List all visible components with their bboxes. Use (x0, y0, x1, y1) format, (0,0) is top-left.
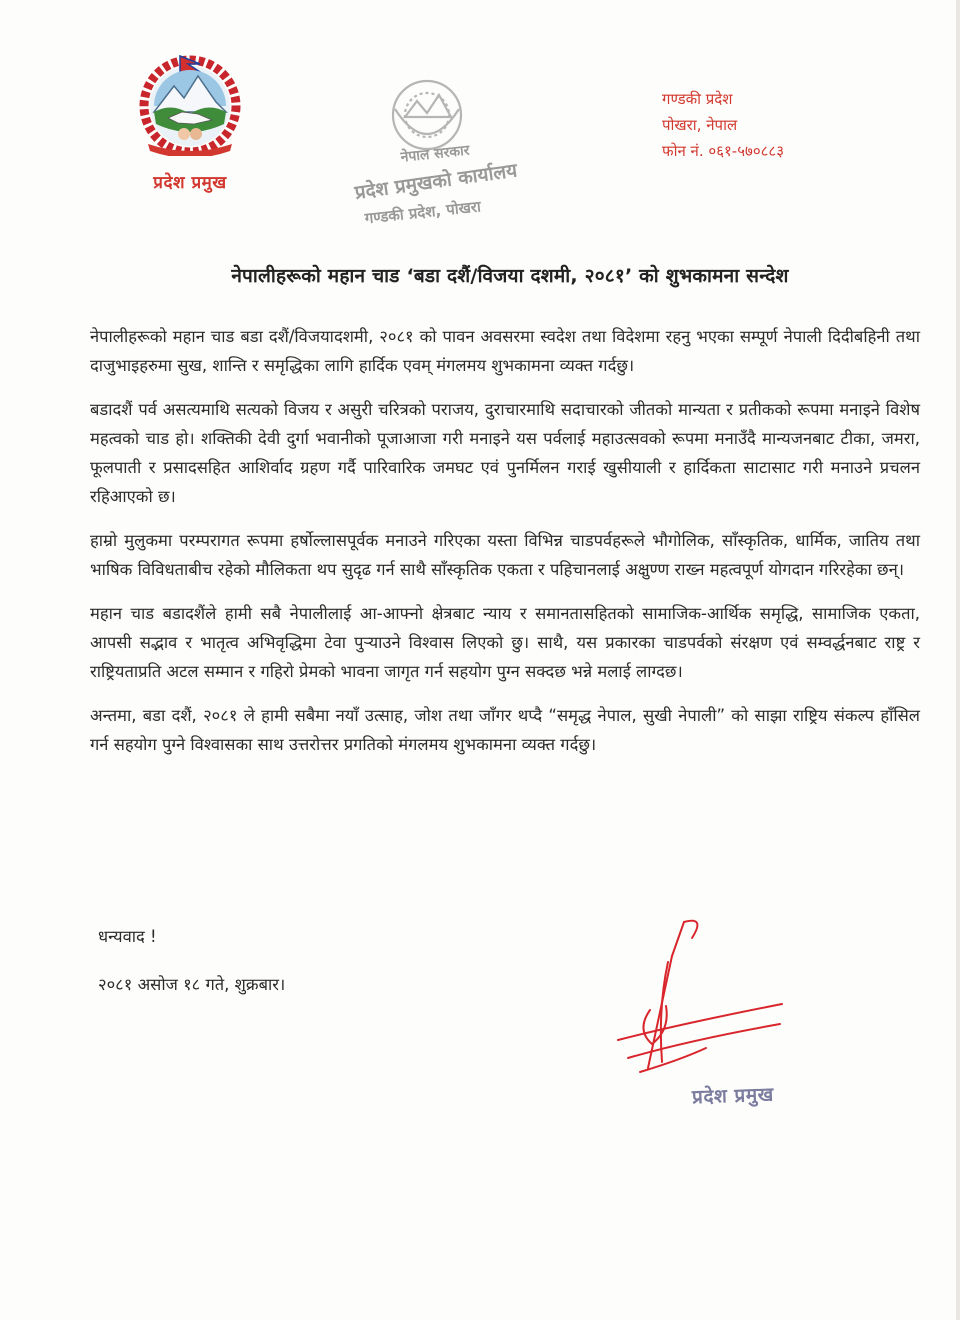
paragraph-4: महान चाड बडादशैंले हामी सबै नेपालीलाई आ-आफ्नो क्षेत्रबाट न्याय र समानतासहितको सामाजिक-आर्थिक समृद्धि, सामाजिक एकता, आपसी सद्भाव र भातृत्व अभिवृद्धिमा टेवा पुऱ्याउने विश्वास लिएको छु। साथै, यस प्रकारका चाडपर्वको संरक्षण एवं सम्वर्द्धनबाट राष्ट्र र राष्ट्रियताप्रति अटल सम्मान र गहिरो प्रेमको भावना जागृत गर्न सहयोग पुग्न सक्दछ भन्ने मलाई लाग्दछ। (90, 604, 920, 681)
paragraph-1: नेपालीहरूको महान चाड बडा दशैं/विजयादशमी, २०८१ को पावन अवसरमा स्वदेश तथा विदेशमा रहनु भएका सम्पूर्ण नेपाली दिदीबहिनी तथा दाजुभाइहरुमा सुख, शान्ति र समृद्धिका लागि हार्दिक एवम् मंगलमय शुभकामना व्यक्त गर्दछु। (90, 327, 920, 375)
letter-body (90, 322, 920, 774)
address-phone: फोन नं. ०६१-५७०८८३ (662, 142, 785, 160)
office-title: प्रदेश प्रमुख (153, 173, 227, 193)
closing-thanks: धन्यवाद ! (98, 927, 157, 946)
paragraph-5: अन्तमा, बडा दशैं, २०८१ ले हामी सबैमा नयाँ उत्साह, जोश तथा जाँगर थप्दै “समृद्ध नेपाल, सुखी नेपाली” को साझा राष्ट्रिय संकल्प हाँसिल गर्न सहयोग पुग्ने विश्वासका साथ उत्तरोत्तर प्रगतिको मंगलमय शुभकामना व्यक्त गर्दछु। (90, 706, 920, 754)
paragraph-3: हाम्रो मुलुकमा परम्परागत रूपमा हर्षोल्लासपूर्वक मनाउने गरिएका यस्ता विभिन्न चाडपर्वहरूले भौगोलिक, साँस्कृतिक, धार्मिक, जातिय तथा भाषिक विविधताबीच रहेको मौलिकता थप सुदृढ गर्न साथै साँस्कृतिक एकता र पहिचानलाई अक्षुण्ण राख्न महत्वपूर्ण योगदान गरिरहेका छन्। (90, 531, 920, 579)
paragraph-2: बडादशैं पर्व असत्यमाथि सत्यको विजय र असुरी चरित्रको पराजय, दुराचारमाथि सदाचारको जीतको मान्यता र प्रतीकको रूपमा मनाइने विशेष महत्वको चाड हो। शक्तिकी देवी दुर्गा भवानीको पूजाआजा गरी मनाइने यस पर्वलाई महाउत्सवको रूपमा मनाउँदै मान्यजनबाट टीका, जमरा, फूलपाती र प्रसादसहित आशिर्वाद ग्रहण गर्दै पारिवारिक जमघट एवं पुनर्मिलन गराई खुसीयाली र हार्दिकता साटासाट गरी मनाउने प्रचलन रहिआएको छ। (90, 400, 920, 506)
seal-line-3: गण्डकी प्रदेश, पोखरा (363, 197, 482, 228)
letter-date: २०८१ असोज १८ गते, शुक्रबार। (98, 975, 286, 994)
seal-line-2: प्रदेश प्रमुखको कार्यालय (353, 159, 519, 204)
scan-edge (956, 0, 960, 1320)
address-province: गण्डकी प्रदेश (662, 90, 733, 108)
signature-stamp: प्रदेश प्रमुख (691, 1083, 775, 1109)
address-city: पोखरा, नेपाल (662, 116, 738, 134)
seal-line-1: नेपाल सरकार (399, 142, 471, 166)
nepal-emblem-icon (138, 52, 242, 156)
office-seal-icon (335, 55, 525, 230)
office-address (662, 86, 862, 164)
letter-title: नेपालीहरूको महान चाड ‘बडा दशैं/विजया दशमी, २०८१’ को शुभकामना सन्देश (231, 265, 789, 287)
